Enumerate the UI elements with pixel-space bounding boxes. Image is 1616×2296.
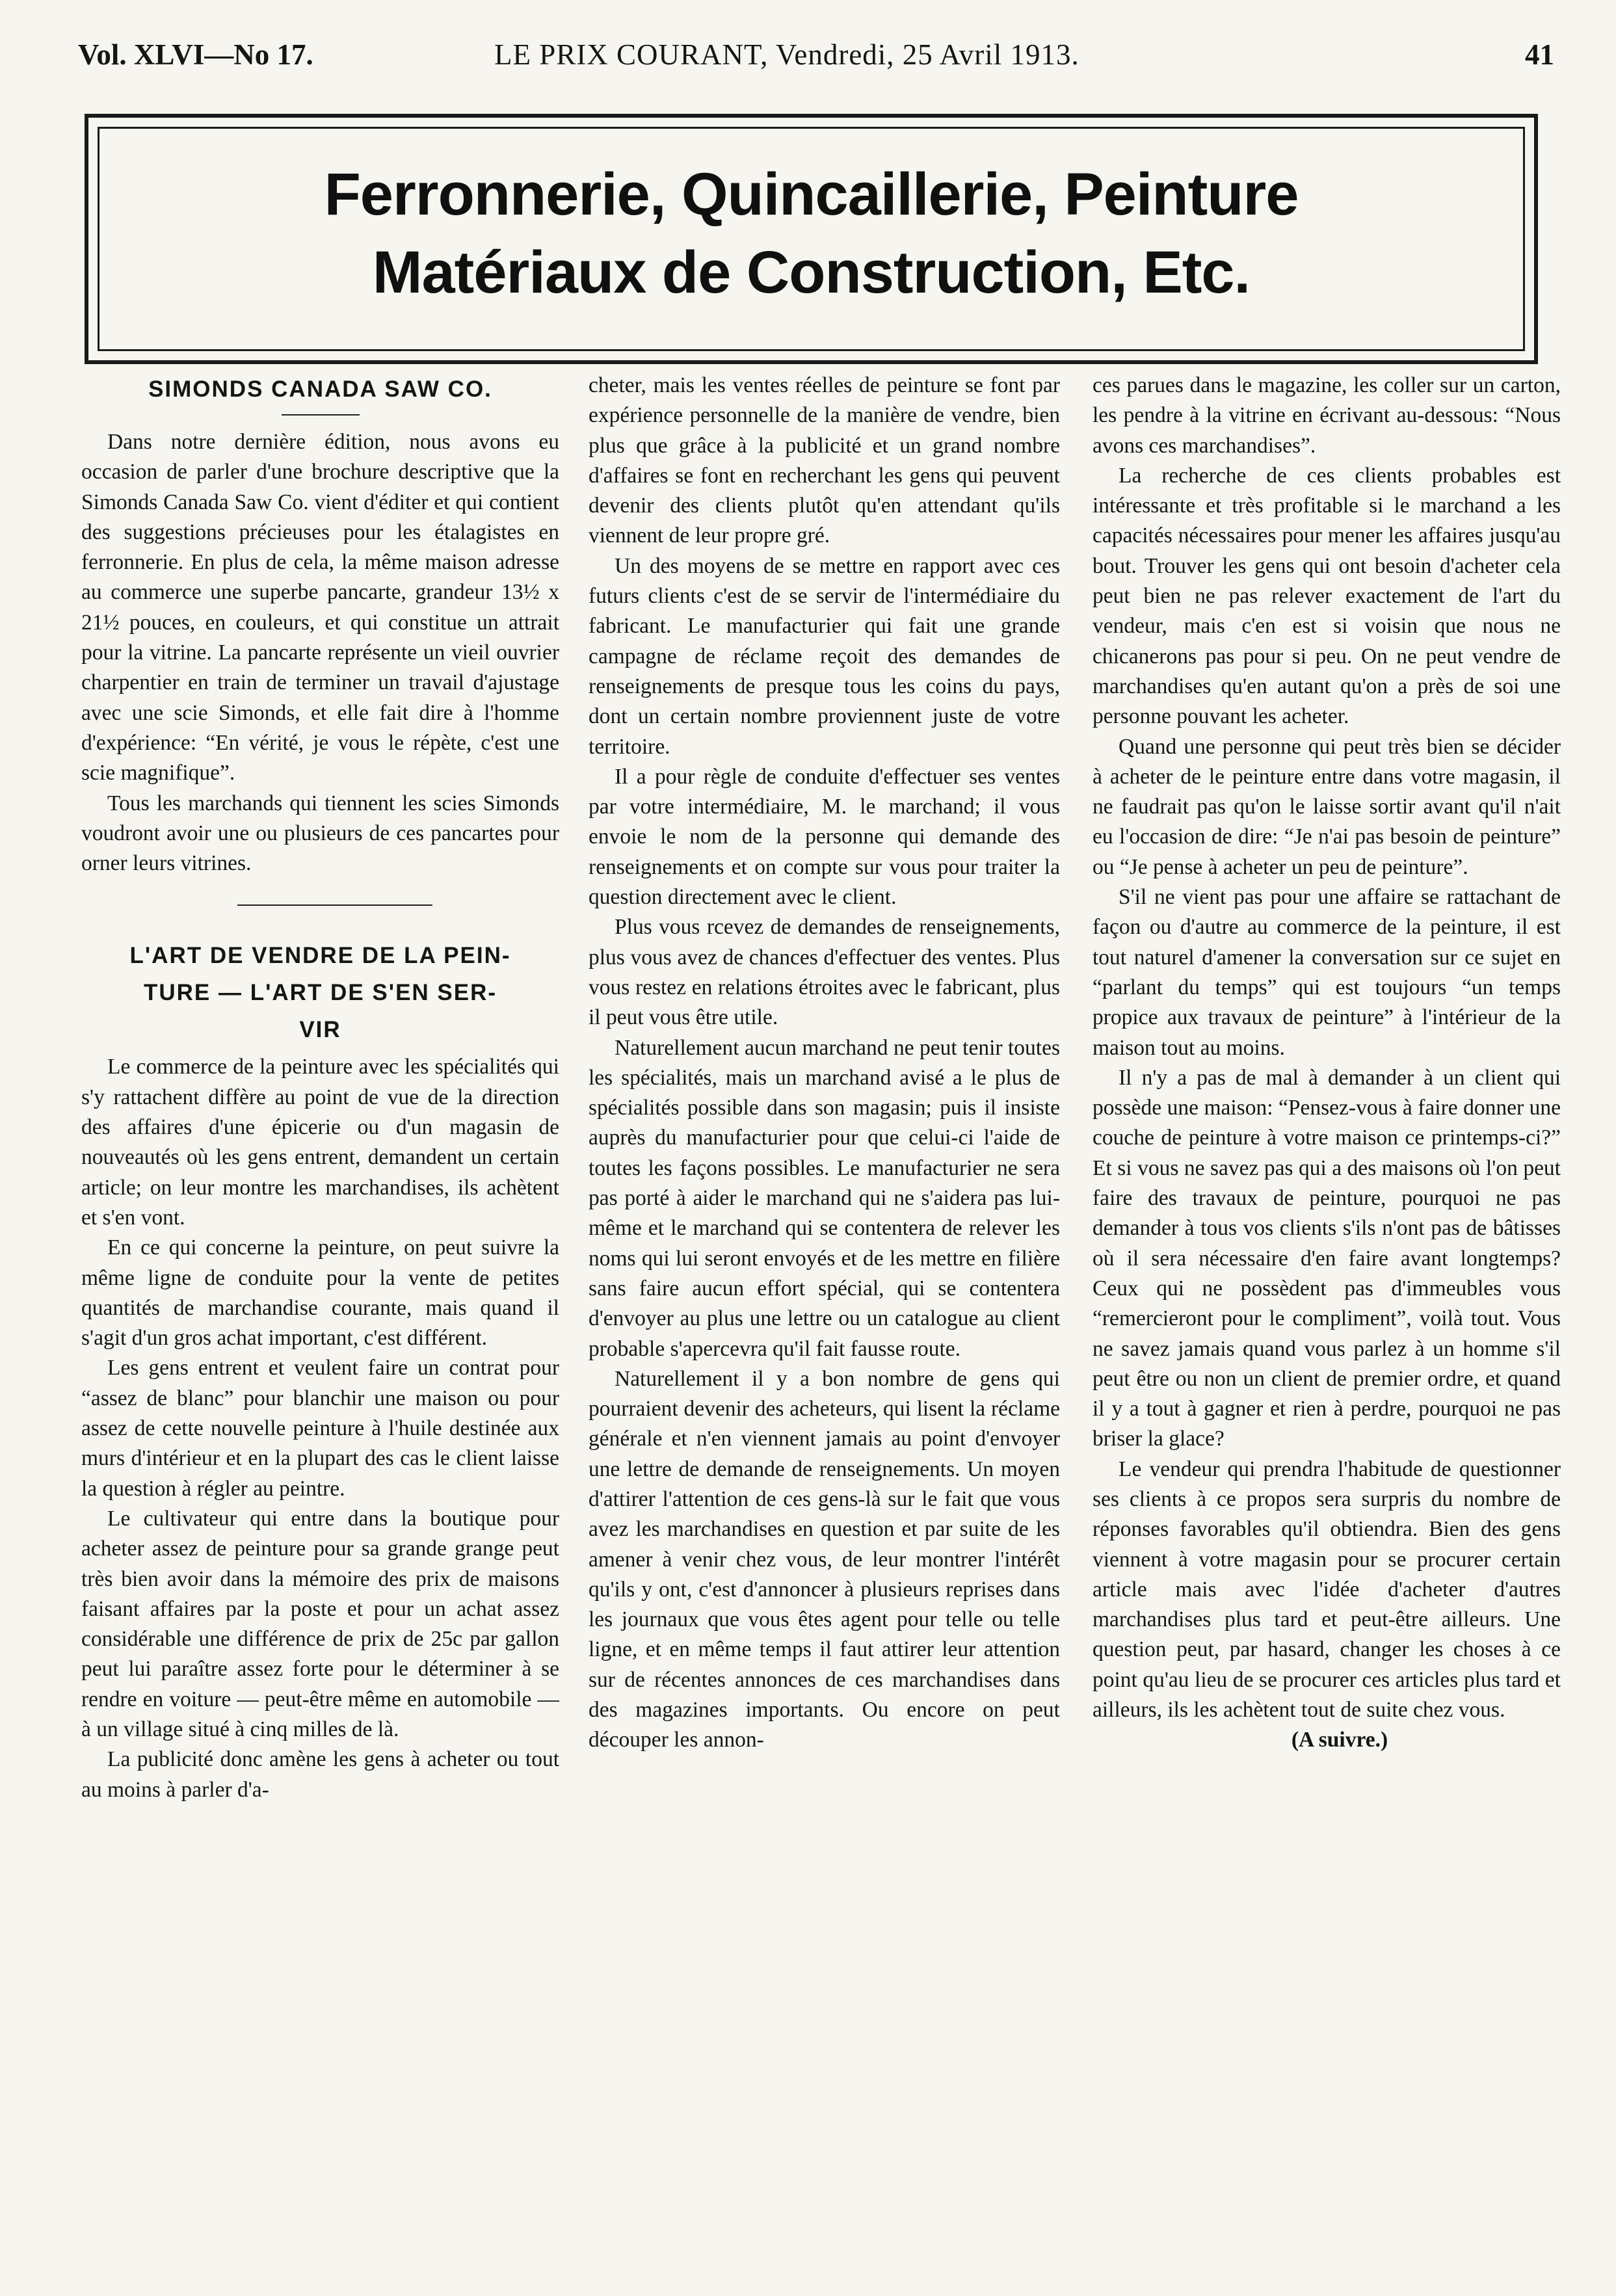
article-heading-art-de-vendre	[81, 937, 559, 1048]
article-paragraph: Naturellement il y a bon nombre de gens qui pourraient devenir des acheteurs, qui lisent la réclame générale et n'en viennent jamais au point d'envoyer une lettre de demande de renseignements. Un moyen d'attirer l'attention de ces gens-là sur le fait que vous avez les marchandises en question et par suite de les amener à venir chez vous, de leur montrer l'intérêt qu'ils y ont, c'est d'annoncer à plusieurs reprises dans les journaux que vous êtes agent pour telle ou telle ligne, et en même temps il faut attirer leur attention sur de récentes annonces de ces marchandises dans des magazines importants. Ou encore on peut découper les annon-	[589, 1366, 1060, 1752]
article-paragraph: Il a pour règle de conduite d'effectuer ses ventes par votre intermédiaire, M. le marchand; il vous envoie le nom de la personne qui demande des renseignements et on compte sur vous pour traiter la question directement avec le client.	[589, 764, 1060, 910]
article-paragraph: Il n'y a pas de mal à demander à un client qui possède une maison: “Pensez-vous à faire donner une couche de peinture à votre maison ce printemps-ci?” Et si vous ne savez pas qui a des maisons où l'on peut faire des travaux de peinture, pourquoi ne pas demander à tous vos clients s'ils n'ont pas de bâtisses où il sera nécessaire d'en faire avant longtemps? Ceux qui ne possèdent pas d'immeubles vous “remercieront pour le compliment”, voilà tout. Vous ne savez jamais quand vous parlez à un homme s'il peut être ou non un client de premier ordre, et quand il y a tout à gagner et rien à perdre, pourquoi ne pas briser la glace?	[1093, 1065, 1561, 1451]
article-paragraph: cheter, mais les ventes réelles de peinture se font par expérience personnelle de la manière de vendre, bien plus que grâce à la publicité et un grand nombre d'affaires se font en recherchant les gens qui peuvent devenir des clients plutôt qu'en attendant qu'ils viennent de leur propre gré.	[589, 373, 1060, 548]
journal-title-date: LE PRIX COURANT, Vendredi, 25 Avril 1913.	[494, 38, 1080, 71]
article-paragraph: Un des moyens de se mettre en rapport avec ces futurs clients c'est de se servir de l'intermédiaire du fabricant. Le manufacturier qui fait une grande campagne de réclame reçoit des demandes de renseignements de presque tous les coins du pays, dont un certain nombre proviennent juste de votre territoire.	[589, 553, 1060, 759]
article-paragraph: Naturellement aucun marchand ne peut tenir toutes les spécialités, mais un marchand avisé a le plus de spécialités possible dans son magasin; puis il insiste auprès du manufacturier pour que celui-ci l'aide de toutes les façons possibles. Le manufacturier ne sera pas porté à aider le marchand qui ne s'aidera pas lui-même et le marchand qui se contentera de relever les noms qui lui seront envoyés et de les mettre en filière sans faire aucun effort spécial, qui se contentera d'envoyer au plus une lettre ou un catalogue au client probable s'apercevra qu'il fait fausse route.	[589, 1035, 1060, 1361]
article-paragraph: Les gens entrent et veulent faire un contrat pour “assez de blanc” pour blanchir une maison ou pour assez de cette nouvelle peinture à l'huile destinée aux murs d'intérieur et en la plupart des cas le client laisse la question à régler au peintre.	[81, 1356, 559, 1501]
article-paragraph: Dans notre dernière édition, nous avons eu occasion de parler d'une brochure descriptive que la Simonds Canada Saw Co. vient d'éditer et qui contient des suggestions précieuses pour les étalagistes en ferronnerie. En plus de cela, la même maison adresse au commerce une superbe pancarte, grandeur 13½ x 21½ pouces, en couleurs, et qui constitue un attrait pour la vitrine. La pancarte représente un vieil ouvrier charpentier en train de terminer un travail d'ajustage avec une scie Simonds, et elle fait dire à l'homme d'expérience: “En vérité, je vous le répète, c'est une scie magnifique”.	[81, 430, 559, 785]
column-3	[1093, 371, 1561, 2269]
article-separator	[237, 904, 432, 906]
article-paragraph: S'il ne vient pas pour une affaire se rattachant de façon ou d'autre au commerce de la peinture, il est tout naturel d'amener la conversation sur ce sujet en “parlant du temps” qui est toujours “un temps propice aux travaux de peinture” à l'intérieur de la maison tout au moins.	[1093, 885, 1561, 1060]
article-paragraph: Quand une personne qui peut très bien se décider à acheter de le peinture entre dans votre magasin, il ne faudrait pas qu'on le laisse sortir avant qu'il n'ait eu l'occasion de dire: “Je n'ai pas besoin de peinture” ou “Je pense à acheter un peu de peinture”.	[1093, 734, 1561, 879]
banner-title-line-1: Ferronnerie, Quincaillerie, Peinture	[324, 161, 1299, 228]
article-paragraph: Plus vous rcevez de demandes de renseignements, plus vous avez de chances d'effectuer des ventes. Plus vous restez en relations étroites avec le fabricant, plus il peut vous être utile.	[589, 915, 1060, 1030]
page-number: 41	[1525, 38, 1554, 71]
article-paragraph: ces parues dans le magazine, les coller sur un carton, les pendre à la vitrine en écrivant au-dessous: “Nous avons ces marchandises”.	[1093, 373, 1561, 458]
heading-rule	[282, 414, 360, 416]
column-2	[589, 371, 1060, 2269]
article-paragraph: En ce qui concerne la peinture, on peut suivre la même ligne de conduite pour la vente de petites quantités de marchandise courante, mais quand il s'agit d'un gros achat important, c'est différent.	[81, 1235, 559, 1351]
section-banner	[85, 114, 1538, 364]
column-1	[81, 371, 559, 2269]
article-paragraph: Tous les marchands qui tiennent les scies Simonds voudront avoir une ou plusieurs de ces pancartes pour orner leurs vitrines.	[81, 791, 559, 876]
heading-line: VIR	[299, 1017, 341, 1043]
article-paragraph: Le cultivateur qui entre dans la boutique pour acheter assez de peinture pour sa grande grange peut très bien avoir dans la mémoire des prix de maisons faisant affaires par la poste et pour un achat assez considérable une différence de prix de 25c par gallon peut lui paraître assez forte pour le déterminer à se rendre en voiture — peut-être même en automobile — à un village situé à cinq milles de là.	[81, 1506, 559, 1741]
running-header	[78, 29, 1554, 81]
article-paragraph: Le commerce de la peinture avec les spécialités qui s'y rattachent diffère au point de vue de la direction des affaires d'une épicerie ou d'un magasin de nouveautés où les gens entrent, demandent un certain article; on leur montre les marchandises, ils achètent et s'en vont.	[81, 1055, 559, 1230]
continued-note: (A suivre.)	[1291, 1728, 1388, 1752]
banner-title-line-2: Matériaux de Construction, Etc.	[372, 239, 1251, 306]
article-paragraph: La recherche de ces clients probables est intéressante et très profitable si le marchand a les capacités nécessaires pour mener les affaires jusqu'au bout. Trouver les gens qui ont besoin d'acheter cela peut bien ne pas relever exactement de l'art du vendeur, mais c'en est si voisin que nous ne chicanerons pas pour si peu. On ne peut vendre de marchandises qu'en autant qu'on a près de soi une personne pouvant les acheter.	[1093, 463, 1561, 729]
volume-number: Vol. XLVI—No 17.	[78, 38, 313, 71]
article-paragraph: La publicité donc amène les gens à acheter ou tout au moins à parler d'a-	[81, 1747, 559, 1802]
banner-title	[88, 155, 1534, 311]
heading-line: TURE — L'ART DE S'EN SER-	[143, 980, 497, 1006]
article-paragraph: Le vendeur qui prendra l'habitude de questionner ses clients à ce propos sera surpris du nombre de réponses favorables qu'il obtiendra. Bien des gens viennent à votre magasin pour se procurer certain article mais avec l'idée d'acheter d'autres marchandises plus tard et peut-être ailleurs. Une question peut, par hasard, changer les choses à ce point qu'au lieu de se procurer ces articles plus tard et ailleurs, ils les achètent tout de suite chez vous.	[1093, 1457, 1561, 1722]
heading-line: L'ART DE VENDRE DE LA PEIN-	[129, 943, 511, 969]
article-heading-simonds: SIMONDS CANADA SAW CO.	[148, 376, 492, 402]
